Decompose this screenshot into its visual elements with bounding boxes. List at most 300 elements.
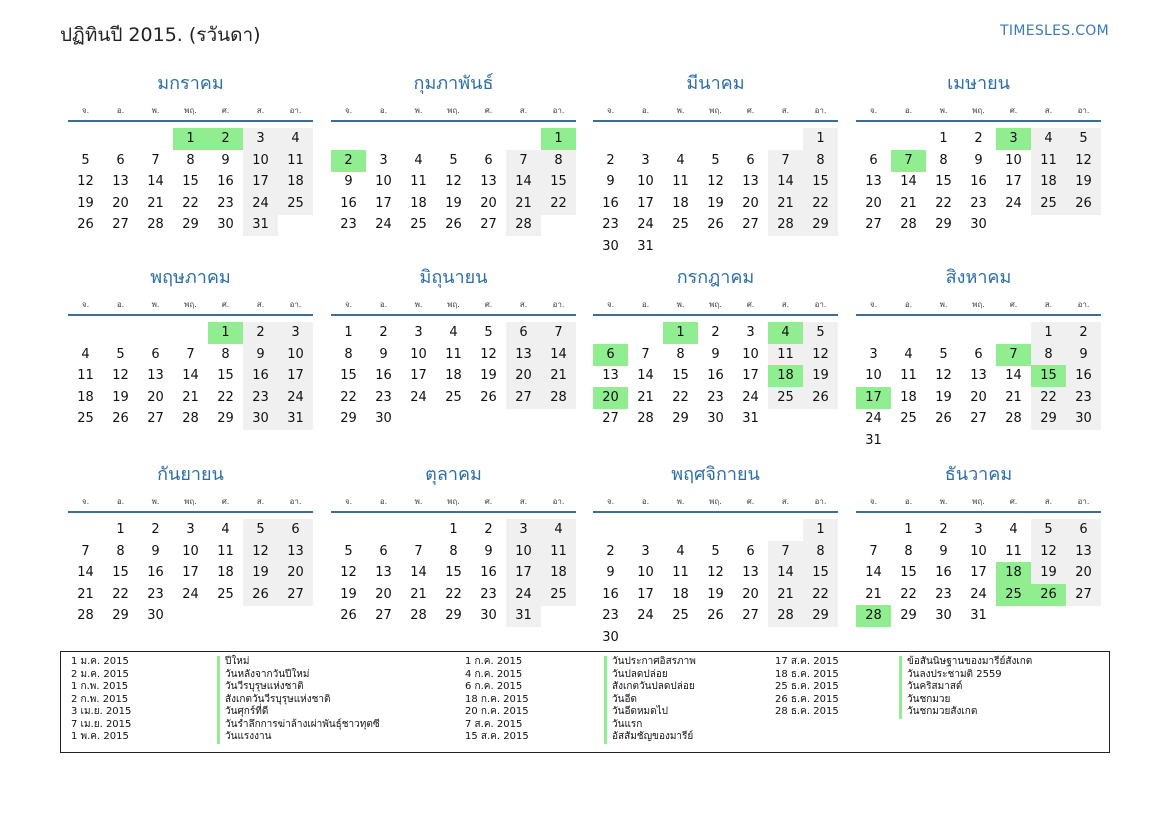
brand-link[interactable]: TIMESLES.COM — [1000, 23, 1109, 39]
day-cell: 30 — [707, 411, 724, 426]
day-cell: 25 — [217, 586, 234, 602]
day-cell: 22 — [803, 193, 838, 215]
holiday-day-cell: 1 — [208, 322, 243, 344]
day-cell: 16 — [707, 368, 724, 383]
day-cell: 4 — [81, 346, 90, 362]
day-cell: 27 — [970, 411, 987, 426]
day-cell: 27 — [112, 217, 129, 232]
holiday-entry: 20 ก.ค. 2015 — [465, 706, 529, 717]
day-cell: 13 — [865, 174, 882, 189]
day-cell: 11 — [900, 368, 917, 383]
day-cell: 24 — [375, 217, 392, 232]
day-cell: 10 — [1005, 152, 1022, 168]
day-cell: 30 — [147, 608, 164, 623]
day-cell: 8 — [676, 346, 685, 362]
day-cell: 6 — [506, 322, 541, 344]
day-cell: 18 — [77, 389, 94, 405]
weekday-label: จ. — [869, 497, 878, 506]
holiday-day-cell: 4 — [768, 322, 803, 344]
day-cell: 23 — [602, 608, 619, 623]
holiday-day-cell: 18 — [996, 562, 1031, 584]
day-cell: 5 — [1031, 519, 1066, 541]
weekday-label: ส. — [256, 106, 265, 115]
weekday-label: พฤ. — [447, 106, 460, 115]
day-cell: 5 — [711, 543, 720, 559]
day-cell: 31 — [865, 432, 882, 448]
weekday-label: พ. — [151, 497, 160, 506]
holiday-entry: สังเกตวันวีรบุรุษแห่งชาติ — [225, 693, 331, 705]
day-cell: 8 — [449, 543, 458, 559]
day-cell: 31 — [506, 605, 541, 627]
day-cell: 20 — [865, 195, 882, 211]
day-cell: 10 — [637, 565, 654, 580]
day-grid — [856, 513, 1101, 643]
day-cell: 1 — [803, 128, 838, 150]
day-cell: 20 — [147, 389, 164, 405]
day-cell: 27 — [147, 411, 164, 426]
day-cell: 5 — [711, 152, 720, 168]
day-cell: 14 — [865, 565, 882, 580]
weekday-label: อา. — [289, 300, 302, 309]
weekday-label: พฤ. — [184, 300, 197, 309]
weekday-label: ศ. — [746, 497, 755, 506]
day-cell: 19 — [1066, 171, 1101, 193]
day-cell: 12 — [77, 174, 94, 189]
day-cell: 3 — [506, 519, 541, 541]
holiday-entry: อัสสัมชัญของมารีย์ — [612, 731, 694, 742]
holiday-entry: วันลงประชามติ 2559 — [907, 668, 1002, 680]
day-cell: 8 — [904, 543, 913, 559]
day-cell: 5 — [344, 543, 353, 559]
holiday-day-cell: 7 — [891, 150, 926, 172]
day-cell: 21 — [182, 389, 199, 405]
weekday-label: ศ. — [484, 300, 493, 309]
day-cell: 11 — [541, 541, 576, 563]
weekday-header — [68, 489, 313, 513]
day-cell: 23 — [147, 586, 164, 602]
day-cell: 24 — [742, 389, 759, 405]
day-cell: 12 — [243, 541, 278, 563]
holiday-entry: วันอีด — [612, 693, 637, 705]
day-cell: 4 — [278, 128, 313, 150]
weekday-label: จ. — [606, 497, 615, 506]
day-cell: 26 — [935, 411, 952, 426]
day-cell: 24 — [506, 584, 541, 606]
holiday-entry: 1 พ.ค. 2015 — [71, 731, 129, 742]
day-cell: 15 — [340, 368, 357, 383]
day-cell: 7 — [541, 322, 576, 344]
day-cell: 3 — [974, 522, 983, 537]
day-cell: 15 — [541, 171, 576, 193]
day-cell: 18 — [278, 171, 313, 193]
day-cell: 11 — [1031, 150, 1066, 172]
holiday-day-cell: 1 — [663, 322, 698, 344]
day-cell: 4 — [541, 519, 576, 541]
day-cell: 5 — [803, 322, 838, 344]
month-block — [593, 70, 838, 252]
day-cell: 11 — [672, 174, 689, 189]
day-cell: 13 — [506, 344, 541, 366]
month-block — [856, 461, 1101, 643]
day-cell: 23 — [602, 217, 619, 232]
weekday-label: อ. — [379, 497, 388, 506]
day-cell: 5 — [243, 519, 278, 541]
month-name: ตุลาคม — [425, 464, 482, 485]
day-cell: 19 — [707, 586, 724, 602]
weekday-label: อา. — [814, 497, 827, 506]
day-cell: 10 — [375, 174, 392, 189]
day-cell: 3 — [869, 346, 878, 362]
weekday-label: ศ. — [221, 106, 230, 115]
day-cell: 23 — [480, 586, 497, 602]
day-cell: 17 — [182, 565, 199, 580]
day-cell: 27 — [506, 387, 541, 409]
day-cell: 13 — [375, 565, 392, 580]
day-cell: 8 — [344, 346, 353, 362]
day-cell: 13 — [147, 368, 164, 383]
day-cell: 27 — [865, 217, 882, 232]
day-cell: 24 — [182, 586, 199, 602]
day-grid — [593, 122, 838, 252]
day-cell: 15 — [445, 565, 462, 580]
weekday-label: จ. — [344, 497, 353, 506]
month-name: พฤศจิกายน — [671, 464, 760, 485]
day-cell: 30 — [480, 608, 497, 623]
weekday-label: ศ. — [484, 106, 493, 115]
day-cell: 25 — [1031, 193, 1066, 215]
day-cell: 9 — [151, 543, 160, 559]
day-cell: 26 — [77, 217, 94, 232]
holiday-entry: 7 ส.ค. 2015 — [465, 718, 523, 730]
day-cell: 18 — [410, 195, 427, 211]
day-cell: 6 — [869, 152, 878, 168]
day-cell: 26 — [707, 217, 724, 232]
day-cell: 22 — [803, 584, 838, 606]
holiday-day-cell: 1 — [173, 128, 208, 150]
holiday-day-cell: 25 — [996, 584, 1031, 606]
day-cell: 17 — [375, 195, 392, 211]
day-cell: 8 — [803, 150, 838, 172]
day-cell: 6 — [278, 519, 313, 541]
day-cell: 20 — [742, 195, 759, 211]
day-cell: 1 — [116, 522, 125, 537]
day-cell: 2 — [711, 325, 720, 340]
day-cell: 7 — [869, 543, 878, 559]
day-cell: 9 — [221, 152, 230, 168]
day-cell: 21 — [637, 389, 654, 405]
holiday-entry: วันคริสมาสต์ — [907, 681, 963, 692]
month-block — [331, 461, 576, 643]
holiday-entry: วันศุกร์ที่ดี — [225, 706, 269, 717]
day-cell: 4 — [904, 346, 913, 362]
weekday-header — [68, 98, 313, 122]
day-grid — [856, 122, 1101, 252]
day-cell: 28 — [1005, 411, 1022, 426]
day-cell: 8 — [1031, 344, 1066, 366]
day-cell: 31 — [970, 608, 987, 623]
day-cell: 28 — [637, 411, 654, 426]
day-cell: 8 — [541, 150, 576, 172]
day-cell: 30 — [602, 629, 619, 645]
weekday-label: ศ. — [1009, 497, 1018, 506]
weekday-label: อ. — [641, 106, 650, 115]
day-cell: 22 — [182, 195, 199, 211]
day-cell: 27 — [278, 584, 313, 606]
holiday-entry: 6 ก.ค. 2015 — [465, 681, 523, 692]
day-cell: 29 — [672, 411, 689, 426]
weekday-label: จ. — [344, 106, 353, 115]
weekday-label: ศ. — [746, 300, 755, 309]
day-cell: 22 — [112, 586, 129, 602]
day-cell: 12 — [480, 346, 497, 362]
day-cell: 27 — [375, 608, 392, 623]
month-block — [331, 264, 576, 446]
holiday-entry: 18 ธ.ค. 2015 — [775, 668, 839, 680]
month-name: สิงหาคม — [945, 267, 1012, 288]
day-cell: 14 — [541, 344, 576, 366]
weekday-label: ศ. — [221, 300, 230, 309]
weekday-label: พฤ. — [184, 106, 197, 115]
day-cell: 26 — [803, 387, 838, 409]
day-cell: 2 — [606, 543, 615, 559]
holiday-entry: 18 ก.ค. 2015 — [465, 693, 529, 705]
holiday-entry: 15 ส.ค. 2015 — [465, 731, 529, 742]
holiday-names-col2 — [604, 656, 696, 744]
day-cell: 22 — [445, 586, 462, 602]
day-cell: 13 — [970, 368, 987, 383]
day-cell: 4 — [676, 543, 685, 559]
weekday-label: ส. — [1044, 497, 1053, 506]
weekday-label: พ. — [939, 300, 948, 309]
weekday-header — [856, 292, 1101, 316]
day-cell: 10 — [278, 344, 313, 366]
day-cell: 29 — [935, 217, 952, 232]
day-cell: 17 — [637, 586, 654, 602]
holiday-dates-col3 — [775, 656, 839, 719]
weekday-label: พ. — [414, 106, 423, 115]
day-cell: 21 — [77, 586, 94, 602]
day-cell: 22 — [541, 193, 576, 215]
day-grid — [331, 513, 576, 643]
weekday-label: อ. — [116, 497, 125, 506]
day-cell: 21 — [865, 586, 882, 602]
month-name: พฤษภาคม — [150, 267, 231, 288]
weekday-label: อา. — [552, 106, 565, 115]
holiday-day-cell: 2 — [331, 150, 366, 172]
weekday-label: ส. — [256, 300, 265, 309]
weekday-label: พ. — [676, 106, 685, 115]
day-cell: 17 — [410, 368, 427, 383]
day-cell: 7 — [641, 346, 650, 362]
holiday-entry: วันหลังจากวันปีใหม่ — [225, 668, 310, 680]
day-cell: 12 — [1066, 150, 1101, 172]
month-block — [593, 264, 838, 446]
holiday-names-col1 — [217, 656, 380, 744]
weekday-label: พ. — [414, 300, 423, 309]
day-cell: 19 — [445, 195, 462, 211]
day-cell: 25 — [77, 411, 94, 426]
weekday-label: จ. — [606, 106, 615, 115]
month-block — [68, 264, 313, 446]
holiday-day-cell: 17 — [856, 387, 891, 409]
day-cell: 8 — [939, 152, 948, 168]
day-cell: 30 — [602, 238, 619, 254]
weekday-label: ส. — [519, 300, 528, 309]
day-cell: 23 — [707, 389, 724, 405]
weekday-label: พ. — [414, 497, 423, 506]
day-cell: 20 — [970, 389, 987, 405]
day-cell: 6 — [116, 152, 125, 168]
day-cell: 18 — [445, 368, 462, 383]
day-cell: 20 — [742, 586, 759, 602]
day-cell: 5 — [81, 152, 90, 168]
weekday-label: พ. — [151, 300, 160, 309]
day-cell: 11 — [77, 368, 94, 383]
day-cell: 15 — [112, 565, 129, 580]
weekday-label: ส. — [519, 106, 528, 115]
day-cell: 12 — [340, 565, 357, 580]
day-cell: 9 — [939, 543, 948, 559]
day-cell: 2 — [606, 152, 615, 168]
day-cell: 27 — [742, 217, 759, 232]
day-cell: 14 — [147, 174, 164, 189]
day-cell: 30 — [375, 411, 392, 426]
day-cell: 23 — [340, 217, 357, 232]
weekday-header — [331, 292, 576, 316]
day-cell: 24 — [637, 608, 654, 623]
month-block — [331, 70, 576, 252]
day-cell: 29 — [1031, 408, 1066, 430]
day-cell: 10 — [970, 543, 987, 559]
day-cell: 23 — [375, 389, 392, 405]
day-cell: 9 — [379, 346, 388, 362]
weekday-label: จ. — [81, 497, 90, 506]
month-block — [593, 461, 838, 643]
day-cell: 2 — [379, 325, 388, 340]
day-cell: 21 — [410, 586, 427, 602]
day-cell: 9 — [711, 346, 720, 362]
day-cell: 10 — [243, 150, 278, 172]
weekday-label: ส. — [781, 106, 790, 115]
day-cell: 3 — [641, 152, 650, 168]
holiday-entry: 17 ส.ค. 2015 — [775, 656, 839, 667]
day-cell: 29 — [182, 217, 199, 232]
day-cell: 30 — [243, 408, 278, 430]
day-cell: 25 — [541, 584, 576, 606]
day-cell: 21 — [506, 193, 541, 215]
day-cell: 16 — [375, 368, 392, 383]
day-cell: 22 — [217, 389, 234, 405]
holiday-names-col3 — [899, 656, 1032, 719]
weekday-header — [331, 98, 576, 122]
day-cell: 4 — [449, 325, 458, 340]
day-cell: 18 — [900, 389, 917, 405]
day-cell: 7 — [186, 346, 195, 362]
weekday-header — [593, 98, 838, 122]
weekday-header — [68, 292, 313, 316]
day-cell: 16 — [602, 195, 619, 211]
day-cell: 10 — [637, 174, 654, 189]
day-cell: 19 — [243, 562, 278, 584]
day-cell: 18 — [1031, 171, 1066, 193]
day-cell: 11 — [278, 150, 313, 172]
day-cell: 4 — [1031, 128, 1066, 150]
weekday-label: ศ. — [1009, 300, 1018, 309]
day-cell: 24 — [1005, 195, 1022, 211]
day-cell: 19 — [707, 195, 724, 211]
day-cell: 11 — [672, 565, 689, 580]
day-cell: 5 — [449, 152, 458, 168]
weekday-label: ส. — [1044, 300, 1053, 309]
day-cell: 22 — [1031, 387, 1066, 409]
month-name: กรกฎาคม — [676, 267, 755, 288]
day-cell: 7 — [81, 543, 90, 559]
holiday-entry: วันแรงงาน — [225, 731, 272, 742]
day-cell: 10 — [506, 541, 541, 563]
day-cell: 14 — [637, 368, 654, 383]
month-block — [856, 70, 1101, 252]
day-cell: 24 — [278, 387, 313, 409]
page-title: ปฏิทินปี 2015. (รวันดา) — [60, 24, 261, 46]
holiday-day-cell: 15 — [1031, 365, 1066, 387]
day-cell: 19 — [112, 389, 129, 405]
day-cell: 19 — [77, 195, 94, 211]
day-cell: 11 — [1005, 543, 1022, 559]
day-cell: 2 — [1066, 322, 1101, 344]
holiday-entry: 1 ก.ค. 2015 — [465, 656, 523, 667]
holiday-entry: 26 ธ.ค. 2015 — [775, 693, 839, 705]
weekday-label: อ. — [116, 300, 125, 309]
day-cell: 20 — [480, 195, 497, 211]
day-cell: 4 — [221, 522, 230, 537]
day-cell: 16 — [1066, 365, 1101, 387]
day-cell: 26 — [707, 608, 724, 623]
day-cell: 21 — [541, 365, 576, 387]
weekday-label: พ. — [151, 106, 160, 115]
day-cell: 13 — [602, 368, 619, 383]
weekday-label: พ. — [939, 106, 948, 115]
day-cell: 12 — [707, 565, 724, 580]
month-name: มกราคม — [157, 73, 224, 94]
weekday-label: พฤ. — [447, 300, 460, 309]
day-cell: 5 — [484, 325, 493, 340]
day-cell: 9 — [974, 152, 983, 168]
holiday-entry: วันชกมวยสังเกต — [907, 706, 978, 717]
holiday-day-cell: 6 — [593, 344, 628, 366]
day-cell: 11 — [768, 344, 803, 366]
day-cell: 1 — [939, 131, 948, 146]
day-cell: 27 — [480, 217, 497, 232]
day-cell: 17 — [970, 565, 987, 580]
month-name: กุมภาพันธ์ — [413, 73, 494, 94]
day-cell: 3 — [278, 322, 313, 344]
holiday-entry: 2 ก.พ. 2015 — [71, 693, 129, 705]
holiday-entry: วันประกาศอิสรภาพ — [612, 656, 696, 667]
weekday-label: อ. — [904, 497, 913, 506]
day-cell: 8 — [116, 543, 125, 559]
day-cell: 15 — [935, 174, 952, 189]
weekday-label: พ. — [939, 497, 948, 506]
weekday-label: อา. — [289, 106, 302, 115]
day-cell: 18 — [672, 195, 689, 211]
weekday-label: อา. — [1077, 106, 1090, 115]
holiday-day-cell: 18 — [768, 365, 803, 387]
day-cell: 20 — [112, 195, 129, 211]
day-cell: 20 — [375, 586, 392, 602]
day-grid — [68, 316, 313, 446]
weekday-label: พ. — [676, 497, 685, 506]
day-cell: 21 — [147, 195, 164, 211]
